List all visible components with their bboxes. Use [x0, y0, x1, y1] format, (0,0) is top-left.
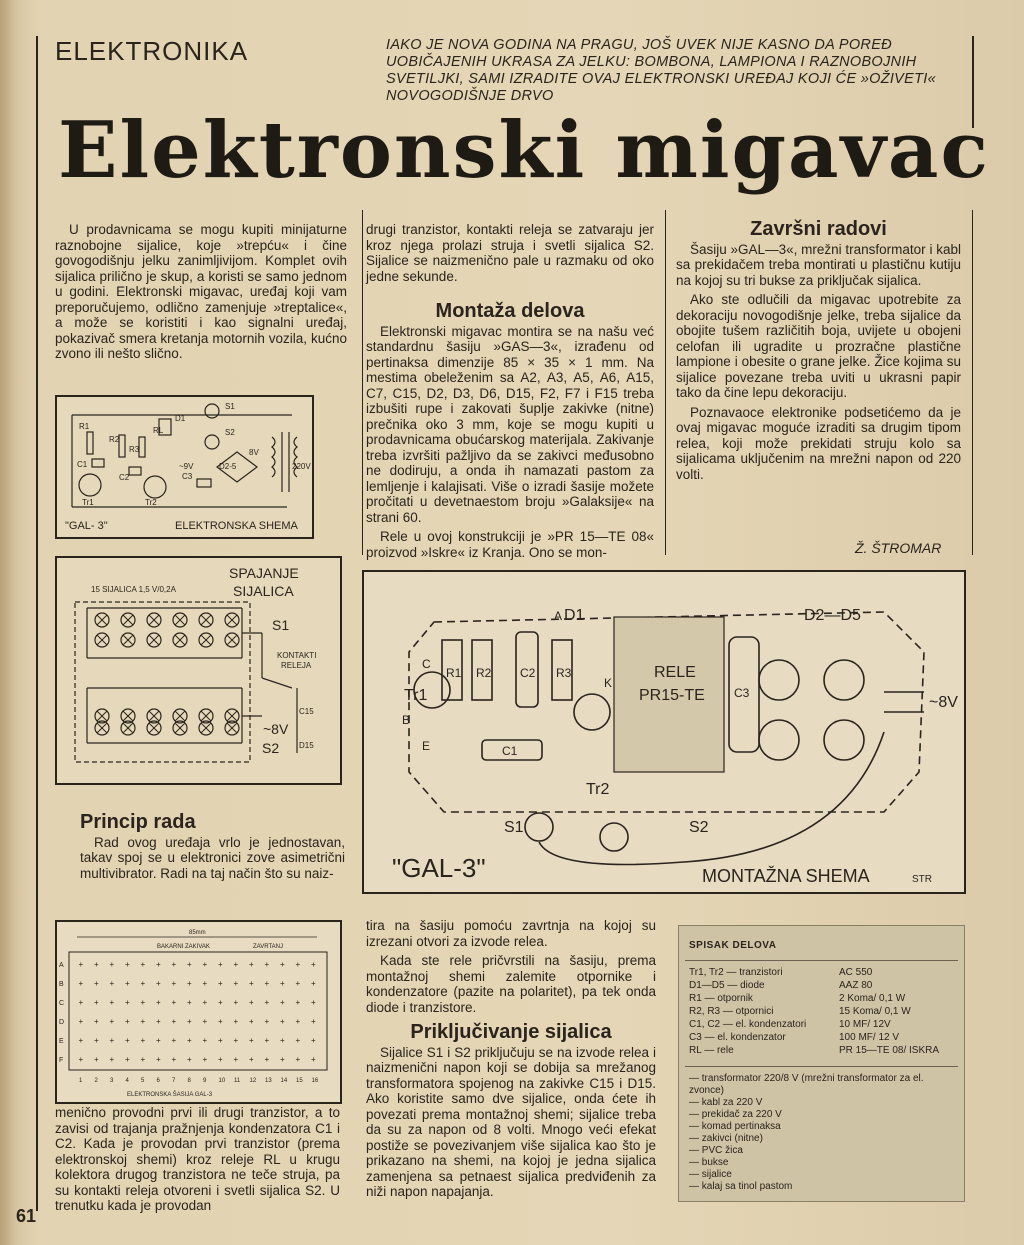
lamp-icon — [121, 633, 135, 647]
part-name: Tr1, Tr2 — tranzistori — [689, 967, 783, 978]
assembly-c1: C1 — [502, 744, 518, 758]
chassis-hole: + — [140, 979, 146, 988]
lamp-icon — [95, 633, 109, 647]
chassis-hole: + — [202, 1055, 208, 1064]
lamp-wiring-diagram — [55, 556, 342, 785]
part-name: RL — rele — [689, 1045, 734, 1056]
material-item: — komad pertinaksa — [689, 1121, 781, 1132]
chassis-hole: + — [295, 1017, 301, 1026]
label-r3: R3 — [129, 445, 140, 454]
chassis-hole: + — [109, 960, 115, 969]
label-c2: C2 — [119, 473, 130, 482]
assembly-title: MONTAŽNA SHEMA — [702, 866, 870, 886]
princip-paragraph: Rad ovog uređaja vrlo je jednostavan, takav spoj se u elektronici zove asimetrični multivibrator. Radi na taj način što su naiz- — [80, 834, 345, 881]
chassis-hole: + — [125, 960, 130, 969]
assembly-pr: PR15-TE — [639, 687, 705, 704]
part-name: D1—D5 — diode — [689, 980, 765, 991]
chassis-row-label: A — [59, 962, 64, 969]
col2-bottom-paragraph-2: Kada ste rele pričvrstili na šasiju, prema montažnoj shemi zalemite otpornike i kondenzatore (pazite na polaritet), pa tek onda diode i tranzistore. — [366, 953, 656, 1015]
assembly-tr2: Tr2 — [586, 781, 610, 798]
section-brand: ELEKTRONIKA — [55, 36, 249, 66]
chassis-hole: + — [94, 1017, 99, 1026]
wiring-s2: S2 — [262, 740, 280, 756]
assembly-r3: R3 — [556, 666, 572, 680]
prikljucivanje-heading: Priključivanje sijalica — [410, 1021, 612, 1043]
lamp-icon — [147, 633, 161, 647]
princip-section — [80, 811, 345, 885]
chassis-hole: + — [187, 960, 192, 969]
chassis-hole: + — [125, 979, 130, 988]
chassis-hole: + — [171, 1017, 177, 1026]
zavrsni-paragraph-1: Šasiju »GAL—3«, mrežni transformator i kabl sa prekidačem treba montirati u plastičnu kutiju na kojoj su tri bukse za priključak sijalica. — [676, 241, 961, 288]
col2-bottom-paragraph-1: tira na šasiju pomoću zavrtnja na kojoj su izrezani otvori za izvode relea. — [366, 918, 656, 949]
part-value: 100 MF/ 12 V — [839, 1032, 900, 1043]
chassis-hole: + — [202, 960, 208, 969]
chassis-hole: + — [264, 998, 270, 1007]
part-value: 15 Koma/ 0,1 W — [839, 1006, 911, 1017]
montaza-paragraph-1: Elektronski migavac montira se na našu već standardnu šasiju »GAS—3«, izrađenu od pertinaksa dimenzije 85 × 35 × 1 mm. Na mestima obeleženim sa A2, A3, A5, A6, A15, C7, C15, D2, D3, D6, D15, F2, F7 i F15 treba izbušiti rupe i zakovati šuplje zakivke (nitne) prečnika oko 3 mm, koje se mogu kupiti u prodavnicama obućarskog materijala. Zakivanje treba izvršiti pažljivo da se zakivci međusobno ne dodiruju, a onda ih namazati pastom za lemljenje i kalajisati. Više o izradi šasije možete pročitati u devetnaestom broju »Galaksije« na strani 60. — [366, 323, 654, 525]
chassis-hole: + — [280, 998, 285, 1007]
zavrsni-paragraph-3: Poznavaoce elektronike podsetićemo da je ovaj migavac moguće izraditi sa drugim tipom relea, koji može prekidati struju kolo sa sijalicama uključenim na mrežni napon od 220 volti. — [676, 404, 961, 482]
chassis-hole: + — [78, 1055, 84, 1064]
chassis-hole: + — [156, 960, 161, 969]
assembly-c3: C3 — [734, 686, 750, 700]
chassis-hole: + — [78, 998, 84, 1007]
part-name: C1, C2 — el. kondenzatori — [689, 1019, 807, 1030]
parts-list-title: SPISAK DELOVA — [689, 940, 777, 951]
material-item: — prekidač za 220 V — [689, 1109, 782, 1120]
chassis-col-label: 14 — [280, 1078, 288, 1084]
assembly-str: STR — [912, 874, 932, 885]
chassis-hole: + — [218, 979, 223, 988]
chassis-hole: + — [202, 1017, 208, 1026]
chassis-col-label: 12 — [249, 1078, 257, 1084]
material-item: — kabl za 220 V — [689, 1097, 763, 1108]
chassis-hole: + — [280, 979, 285, 988]
chassis-hole: + — [264, 1036, 270, 1045]
assembly-drawing — [364, 572, 964, 892]
chassis-hole: + — [187, 1036, 192, 1045]
chassis-hole: + — [78, 979, 84, 988]
col2-bottom — [366, 918, 656, 1204]
chassis-col-label: 8 — [187, 1078, 191, 1084]
article-title: Elektronski migavac — [58, 105, 990, 196]
col1-paragraph: U prodavnicama se mogu kupiti minijaturne raznobojne sijalice, koje »trepću« i čine govogodišnju jelku zanimljivijom. Komplet ovih sijalica prilično je skup, a koristi se samo jednom u godini. Elektronski migavac, uređaj koji vam preporučujemo, odlično zamenjuje »treptalice«, a može se koristiti i kao signalni uređaj, pokazivač smera kretanja motornih vozila, kućno zvono ili nešto slično. — [55, 222, 347, 361]
assembly-d1: D1 — [564, 607, 585, 624]
chassis-zavrtanj: ZAVRTANJ — [253, 944, 284, 950]
chassis-hole: + — [280, 960, 285, 969]
label-s2: S2 — [225, 428, 235, 437]
parts-row — [679, 980, 964, 993]
schematic-gal: "GAL- 3" — [65, 520, 108, 532]
chassis-hole: + — [125, 998, 130, 1007]
chassis-hole: + — [249, 998, 254, 1007]
chassis-hole: + — [156, 1036, 161, 1045]
chassis-hole: + — [171, 979, 177, 988]
part-value: AC 550 — [839, 967, 873, 978]
chassis-dim: 85mm — [189, 930, 206, 936]
wiring-kontakti: KONTAKTI — [277, 651, 317, 660]
chassis-hole: + — [311, 979, 316, 988]
label-r1: R1 — [79, 422, 90, 431]
chassis-col-label: 6 — [156, 1078, 160, 1084]
parts-row — [679, 1006, 964, 1019]
label-c3: C3 — [182, 472, 193, 481]
chassis-hole: + — [171, 998, 177, 1007]
chassis-hole: + — [140, 998, 146, 1007]
chassis-hole: + — [295, 960, 301, 969]
lamp-icon — [121, 613, 135, 627]
chassis-hole: + — [109, 1017, 115, 1026]
chassis-hole: + — [233, 1036, 239, 1045]
material-item: — bukse — [689, 1157, 729, 1168]
parts-row — [679, 1045, 964, 1058]
chassis-hole: + — [249, 1036, 254, 1045]
chassis-col-label: 9 — [203, 1078, 207, 1084]
lamp-icon — [173, 633, 187, 647]
chassis-col-label: 13 — [265, 1078, 272, 1084]
author-signature: Ž. ŠTROMAR — [855, 540, 942, 556]
chassis-hole: + — [156, 979, 161, 988]
chassis-col-label: 3 — [110, 1078, 114, 1084]
material-item: — kalaj sa tinol pastom — [689, 1181, 793, 1192]
chassis-hole: + — [78, 1036, 84, 1045]
chassis-hole: + — [202, 979, 208, 988]
assembly-b: B — [402, 713, 411, 727]
wiring-spec: 15 SIJALICA 1,5 V/0,2A — [91, 585, 176, 594]
chassis-col-label: 15 — [296, 1078, 303, 1084]
chassis-col-label: 10 — [218, 1078, 226, 1084]
chassis-hole: + — [233, 1017, 239, 1026]
chassis-hole: + — [249, 979, 254, 988]
column-divider — [362, 210, 363, 555]
assembly-s2: S2 — [689, 819, 709, 836]
chassis-hole: + — [171, 1055, 177, 1064]
part-value: PR 15—TE 08/ ISKRA — [839, 1045, 940, 1056]
chassis-hole: + — [233, 998, 239, 1007]
chassis-hole: + — [94, 1055, 99, 1064]
chassis-hole: + — [218, 998, 223, 1007]
chassis-col-label: 1 — [79, 1078, 83, 1084]
part-value: 10 MF/ 12V — [839, 1019, 891, 1030]
left-border-rule — [36, 36, 38, 1211]
wiring-8v: ~8V — [263, 721, 289, 737]
parts-row — [679, 967, 964, 980]
chassis-row-label: D — [59, 1019, 65, 1026]
col1-bottom — [55, 1105, 340, 1218]
chassis-hole: + — [202, 1036, 208, 1045]
parts-row — [679, 1019, 964, 1032]
assembly-c: C — [422, 657, 431, 671]
chassis-hole: + — [187, 979, 192, 988]
lamp-icon — [147, 613, 161, 627]
chassis-hole: + — [280, 1055, 285, 1064]
chassis-zakivak: BAKARNI ZAKIVAK — [157, 944, 210, 950]
chassis-hole: + — [78, 1017, 84, 1026]
lamp-icon — [225, 633, 239, 647]
chassis-hole: + — [78, 960, 84, 969]
montaza-paragraph-2: Rele u ovoj konstrukciji je »PR 15—TE 08« proizvod »Iskre« iz Kranja. Ono se mon- — [366, 529, 654, 560]
wiring-releja: RELEJA — [281, 661, 312, 670]
chassis-hole: + — [125, 1017, 130, 1026]
part-name: R2, R3 — otpornici — [689, 1006, 774, 1017]
schematic-drawing — [57, 397, 312, 537]
chassis-hole: + — [187, 998, 192, 1007]
chassis-hole: + — [156, 1055, 161, 1064]
assembly-tr1: Tr1 — [404, 687, 428, 704]
assembly-r1: R1 — [446, 666, 462, 680]
chassis-hole: + — [264, 1017, 270, 1026]
chassis-hole: + — [264, 979, 270, 988]
chassis-hole: + — [94, 960, 99, 969]
chassis-hole: + — [140, 1017, 146, 1026]
chassis-hole: + — [156, 1017, 161, 1026]
chassis-hole: + — [264, 960, 270, 969]
lamp-icon — [95, 613, 109, 627]
chassis-col-label: 16 — [311, 1078, 319, 1084]
wiring-c15: C15 — [299, 707, 314, 716]
col1-bottom-paragraph: menično provodni prvi ili drugi tranzistor, a to zavisi od trajanja pražnjenja kondenzatora C1 i C2. Kada je provodan prvi tranzistor (prema elektronskoj shemi) kroz releje RL u krugu kolektora drugog tranzistora ne teče struja, pa su kontakti releja otvoreni i svetli sijalica S2. U trenutku kada je provodan — [55, 1105, 340, 1213]
lamp-icon — [173, 613, 187, 627]
chassis-hole: + — [249, 1055, 254, 1064]
wiring-title-1: SPAJANJE — [229, 565, 299, 581]
material-item: — transformator 220/8 V (mrežni transformator za el. zvonce) — [689, 1073, 924, 1096]
label-d1: D1 — [175, 414, 186, 423]
chassis-hole: + — [140, 1036, 146, 1045]
chassis-hole: + — [264, 1055, 270, 1064]
chassis-hole: + — [280, 1017, 285, 1026]
chassis-hole: + — [109, 979, 115, 988]
part-name: C3 — el. kondenzator — [689, 1032, 786, 1043]
princip-heading: Princip rada — [80, 811, 196, 833]
label-9v: ~9V — [179, 462, 194, 471]
assembly-k: K — [604, 676, 613, 690]
chassis-col-label: 2 — [94, 1078, 98, 1084]
col1-intro — [55, 222, 347, 366]
chassis-hole: + — [109, 1055, 115, 1064]
chassis-hole: + — [280, 1036, 285, 1045]
chassis-hole: + — [295, 979, 301, 988]
schematic-caption: ELEKTRONSKA SHEMA — [175, 520, 298, 532]
lamp-wiring-drawing — [57, 558, 340, 783]
chassis-col-label: 11 — [234, 1078, 241, 1084]
chassis-hole: + — [311, 998, 316, 1007]
label-c1: C1 — [77, 460, 88, 469]
chassis-hole: + — [249, 1017, 254, 1026]
lamp-icon — [199, 633, 213, 647]
chassis-hole: + — [94, 998, 99, 1007]
chassis-hole: + — [295, 1036, 301, 1045]
chassis-hole: + — [311, 960, 316, 969]
chassis-hole: + — [171, 960, 177, 969]
chassis-drawing — [55, 920, 342, 1104]
chassis-row-label: F — [59, 1057, 64, 1064]
label-rl: RL — [153, 426, 164, 435]
label-r2: R2 — [109, 435, 120, 444]
label-tr2: Tr2 — [145, 498, 157, 507]
col2-paragraph: drugi tranzistor, kontakti releja se zatvaraju jer kroz njega prolazi struja i svetli sijalica S2. Sijalice se naizmenično pale u razmaku od oko jedne sekunde. — [366, 222, 654, 284]
assembly-gal: "GAL-3" — [392, 853, 486, 883]
label-s1: S1 — [225, 402, 235, 411]
chassis-hole: + — [140, 1055, 146, 1064]
assembly-rele: RELE — [654, 664, 696, 681]
chassis-hole: + — [295, 998, 301, 1007]
zavrsni-heading: Završni radovi — [750, 218, 887, 240]
material-item: — zakivci (nitne) — [689, 1133, 763, 1144]
chassis-hole: + — [218, 1036, 223, 1045]
wiring-d15: D15 — [299, 741, 314, 750]
column-divider — [665, 210, 666, 555]
chassis-row-label: B — [59, 981, 64, 988]
chassis-hole: + — [187, 1055, 192, 1064]
chassis-hole: + — [218, 1017, 223, 1026]
chassis-hole: + — [311, 1055, 316, 1064]
chassis-svg — [57, 922, 340, 1102]
material-item: — PVC žica — [689, 1145, 743, 1156]
chassis-col-label: 4 — [125, 1078, 129, 1084]
intro-text: IAKO JE NOVA GODINA NA PRAGU, JOŠ UVEK NIJE KASNO DA POREĐ UOBIČAJENIH UKRASA ZA JELKU: BOMBONA, LAMPIONA I RAZNOBOJNIH SVETILJKI, SAMI IZRADITE OVAJ ELEKTRONSKI UREĐAJ KOJI ĆE »OŽIVETI« NOVOGODIŠNJE DRVO — [386, 37, 936, 104]
col2-top — [366, 222, 654, 564]
assembly-r2: R2 — [476, 666, 492, 680]
chassis-col-label: 5 — [141, 1078, 145, 1084]
parts-row — [679, 993, 964, 1006]
assembly-d25: D2—D5 — [804, 607, 861, 624]
chassis-hole: + — [202, 998, 208, 1007]
part-value: AAZ 80 — [839, 980, 873, 991]
assembly-a: A — [554, 609, 563, 623]
wiring-s1: S1 — [272, 617, 290, 633]
chassis-hole: + — [311, 1036, 316, 1045]
assembly-c2: C2 — [520, 666, 536, 680]
lamp-icon — [199, 613, 213, 627]
label-d25: D2-5 — [219, 462, 237, 471]
part-value: 2 Koma/ 0,1 W — [839, 993, 906, 1004]
label-220v: 220V — [292, 462, 311, 471]
chassis-hole: + — [94, 979, 99, 988]
chassis-hole: + — [218, 1055, 223, 1064]
chassis-hole: + — [140, 960, 146, 969]
chassis-hole: + — [249, 960, 254, 969]
chassis-caption: ELEKTRONSKA ŠASIJA GAL-3 — [127, 1092, 213, 1098]
chassis-hole: + — [233, 979, 239, 988]
chassis-row-label: E — [59, 1038, 64, 1045]
chassis-hole: + — [125, 1055, 130, 1064]
electronic-schematic — [55, 395, 314, 539]
assembly-s1: S1 — [504, 819, 524, 836]
chassis-hole: + — [233, 1055, 239, 1064]
chassis-hole: + — [94, 1036, 99, 1045]
chassis-hole: + — [125, 1036, 130, 1045]
label-tr1: Tr1 — [82, 498, 94, 507]
assembly-diagram — [362, 570, 966, 894]
parts-row — [679, 1032, 964, 1045]
chassis-hole: + — [218, 960, 223, 969]
lamp-icon — [225, 613, 239, 627]
parts-list — [678, 925, 965, 1202]
chassis-hole: + — [295, 1055, 301, 1064]
assembly-e: E — [422, 739, 431, 753]
chassis-hole: + — [156, 998, 161, 1007]
label-8v: 8V — [249, 448, 259, 457]
chassis-hole: + — [187, 1017, 192, 1026]
chassis-col-label: 7 — [172, 1078, 176, 1084]
chassis-row-label: C — [59, 1000, 65, 1007]
material-item: — sijalice — [689, 1169, 732, 1180]
montaza-heading: Montaža delova — [435, 300, 585, 322]
chassis-hole: + — [233, 960, 239, 969]
prikljucivanje-paragraph: Sijalice S1 i S2 priključuju se na izvode relea i naizmenični napon koji se dobija sa mrežanog transformatora spojenog na zakivke C15 i D15. Ako koristite samo dve sijalice, onda ćete ih povezati prema montažnoj shemi; sijalice treba da su za napon od 8 volti. Mnogo veći efekat postiže se povezivanjem više sijalica kao što je prikazano na shemi, na kojoj je jedna sijalica zamenjena sa petnaest sijalica predviđenih za niži napon napajanja. — [366, 1044, 656, 1199]
assembly-8v: ~8V — [929, 694, 958, 711]
wiring-title-2: SIJALICA — [233, 583, 294, 599]
part-name: R1 — otpornik — [689, 993, 753, 1004]
chassis-hole: + — [171, 1036, 177, 1045]
chassis-hole: + — [311, 1017, 316, 1026]
zavrsni-paragraph-2: Ako ste odlučili da migavac upotrebite za dekoraciju novogodišnje jelke, treba sijalice da obojite tušem različitih boja, uvijete u obojeni celofan ili ugradite u prozračne plastične lampione i obesite o grane jelke. Žice kojima su sijalice povezane treba uviti u ukrasni papir tako da čine lepu dekoraciju. — [676, 292, 961, 400]
page-number: 61 — [16, 1206, 37, 1226]
chassis-hole: + — [109, 1036, 115, 1045]
right-column-rule — [972, 210, 973, 555]
col3-top — [676, 218, 961, 486]
chassis-hole: + — [109, 998, 115, 1007]
